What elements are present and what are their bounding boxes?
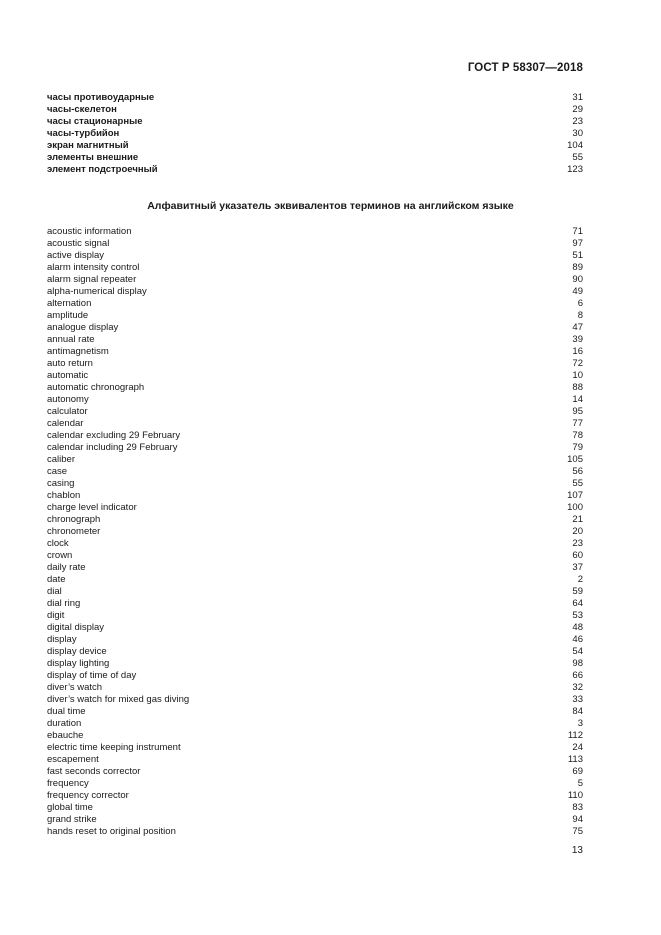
index-entry bbox=[47, 814, 583, 826]
index-term: dial bbox=[47, 586, 62, 597]
index-term: frequency bbox=[47, 778, 89, 789]
index-term-number: 16 bbox=[572, 346, 583, 357]
index-term: часы-скелетон bbox=[47, 104, 117, 115]
index-term-number: 24 bbox=[572, 742, 583, 753]
index-entry bbox=[47, 298, 583, 310]
index-term: элементы внешние bbox=[47, 152, 139, 163]
index-term: crown bbox=[47, 550, 73, 561]
index-term-number: 98 bbox=[572, 658, 583, 669]
index-term-number: 69 bbox=[572, 766, 583, 777]
index-term: active display bbox=[47, 250, 105, 261]
index-term-number: 32 bbox=[572, 682, 583, 693]
index-entry bbox=[47, 116, 583, 128]
index-entry bbox=[47, 466, 583, 478]
index-entry bbox=[47, 104, 583, 116]
index-term: diver’s watch for mixed gas diving bbox=[47, 694, 190, 705]
index-term: display device bbox=[47, 646, 107, 657]
index-term: frequency corrector bbox=[47, 790, 129, 801]
index-term: amplitude bbox=[47, 310, 89, 321]
index-term: digit bbox=[47, 610, 65, 621]
index-term-number: 110 bbox=[567, 790, 583, 801]
index-entry bbox=[47, 238, 583, 250]
index-term: clock bbox=[47, 538, 69, 549]
index-term: daily rate bbox=[47, 562, 86, 573]
index-term-number: 14 bbox=[572, 394, 583, 405]
index-term-number: 10 bbox=[572, 370, 583, 381]
index-entry bbox=[47, 574, 583, 586]
index-entry bbox=[47, 694, 583, 706]
page-number: 13 bbox=[571, 845, 583, 856]
index-term: alarm intensity control bbox=[47, 262, 140, 273]
index-term: alternation bbox=[47, 298, 92, 309]
index-term: calculator bbox=[47, 406, 88, 417]
index-entry bbox=[47, 670, 583, 682]
index-term-number: 49 bbox=[572, 286, 583, 297]
index-term: acoustic information bbox=[47, 226, 132, 237]
index-entry bbox=[47, 550, 583, 562]
index-term: duration bbox=[47, 718, 82, 729]
index-term: calendar bbox=[47, 418, 84, 429]
index-entry bbox=[47, 358, 583, 370]
index-term: часы-турбийон bbox=[47, 128, 120, 139]
document-code: ГОСТ Р 58307—2018 bbox=[467, 62, 583, 74]
index-entry bbox=[47, 502, 583, 514]
index-entry bbox=[47, 274, 583, 286]
index-term-number: 2 bbox=[577, 574, 583, 585]
index-entry bbox=[47, 322, 583, 334]
index-term-number: 20 bbox=[572, 526, 583, 537]
index-entry bbox=[47, 490, 583, 502]
index-entry bbox=[47, 646, 583, 658]
index-term-number: 97 bbox=[572, 238, 583, 249]
index-term: display lighting bbox=[47, 658, 110, 669]
index-term: charge level indicator bbox=[47, 502, 137, 513]
index-entry bbox=[47, 370, 583, 382]
index-term: case bbox=[47, 466, 68, 477]
index-entry bbox=[47, 634, 583, 646]
index-term-number: 83 bbox=[572, 802, 583, 813]
index-term-number: 60 bbox=[572, 550, 583, 561]
index-term: grand strike bbox=[47, 814, 97, 825]
index-entry bbox=[47, 610, 583, 622]
index-term: ebauche bbox=[47, 730, 84, 741]
index-term-number: 48 bbox=[572, 622, 583, 633]
index-term: date bbox=[47, 574, 66, 585]
index-term-number: 55 bbox=[572, 478, 583, 489]
index-term: autonomy bbox=[47, 394, 89, 405]
index-term: escapement bbox=[47, 754, 99, 765]
index-term: casing bbox=[47, 478, 75, 489]
index-entry bbox=[47, 140, 583, 152]
index-entry bbox=[47, 430, 583, 442]
index-entry bbox=[47, 658, 583, 670]
index-term-number: 23 bbox=[572, 116, 583, 127]
index-term-number: 39 bbox=[572, 334, 583, 345]
index-term-number: 6 bbox=[577, 298, 583, 309]
index-term: annual rate bbox=[47, 334, 95, 345]
index-entry bbox=[47, 382, 583, 394]
index-entry bbox=[47, 152, 583, 164]
index-entry bbox=[47, 754, 583, 766]
index-term-number: 29 bbox=[572, 104, 583, 115]
index-term-number: 88 bbox=[572, 382, 583, 393]
index-term: alarm signal repeater bbox=[47, 274, 137, 285]
index-term-number: 89 bbox=[572, 262, 583, 273]
index-entry bbox=[47, 164, 583, 176]
index-entry bbox=[47, 826, 583, 838]
index-term-number: 100 bbox=[567, 502, 583, 513]
index-term: часы стационарные bbox=[47, 116, 143, 127]
index-term-number: 105 bbox=[567, 454, 583, 465]
index-term: calendar including 29 February bbox=[47, 442, 178, 453]
index-term: hands reset to original position bbox=[47, 826, 176, 837]
index-term-number: 66 bbox=[572, 670, 583, 681]
index-term-number: 71 bbox=[572, 226, 583, 237]
index-entry bbox=[47, 346, 583, 358]
index-entry bbox=[47, 718, 583, 730]
index-term-number: 113 bbox=[567, 754, 583, 765]
index-term-number: 5 bbox=[577, 778, 583, 789]
index-entry bbox=[47, 454, 583, 466]
index-term: digital display bbox=[47, 622, 105, 633]
index-entry bbox=[47, 394, 583, 406]
index-term-number: 55 bbox=[572, 152, 583, 163]
index-entry bbox=[47, 790, 583, 802]
index-term-number: 37 bbox=[572, 562, 583, 573]
index-entry bbox=[47, 742, 583, 754]
index-term: chablon bbox=[47, 490, 81, 501]
index-entry bbox=[47, 406, 583, 418]
index-term-number: 64 bbox=[572, 598, 583, 609]
index-entry bbox=[47, 778, 583, 790]
index-entry bbox=[47, 250, 583, 262]
index-term: antimagnetism bbox=[47, 346, 109, 357]
index-entry bbox=[47, 514, 583, 526]
section-title: Алфавитный указатель эквивалентов терминов на английском языке bbox=[147, 200, 514, 212]
index-term-number: 112 bbox=[567, 730, 583, 741]
index-term-number: 79 bbox=[572, 442, 583, 453]
index-term: analogue display bbox=[47, 322, 119, 333]
index-term: alpha-numerical display bbox=[47, 286, 147, 297]
index-term-number: 30 bbox=[572, 128, 583, 139]
index-entry bbox=[47, 526, 583, 538]
index-entry bbox=[47, 478, 583, 490]
index-term-number: 54 bbox=[572, 646, 583, 657]
index-entry bbox=[47, 418, 583, 430]
index-term-number: 23 bbox=[572, 538, 583, 549]
index-term-number: 3 bbox=[577, 718, 583, 729]
index-term: fast seconds corrector bbox=[47, 766, 141, 777]
index-term-number: 53 bbox=[572, 610, 583, 621]
index-term: dial ring bbox=[47, 598, 81, 609]
index-term-number: 51 bbox=[572, 250, 583, 261]
index-entry bbox=[47, 286, 583, 298]
index-term: chronograph bbox=[47, 514, 101, 525]
index-term-number: 21 bbox=[572, 514, 583, 525]
index-term: diver’s watch bbox=[47, 682, 103, 693]
index-term-number: 56 bbox=[572, 466, 583, 477]
index-term-number: 33 bbox=[572, 694, 583, 705]
index-entry bbox=[47, 334, 583, 346]
index-term: global time bbox=[47, 802, 93, 813]
index-term-number: 75 bbox=[572, 826, 583, 837]
index-term: electric time keeping instrument bbox=[47, 742, 181, 753]
index-term-number: 72 bbox=[572, 358, 583, 369]
index-term: auto return bbox=[47, 358, 93, 369]
index-term: часы противоударные bbox=[47, 92, 155, 103]
index-term-number: 8 bbox=[577, 310, 583, 321]
index-term-number: 78 bbox=[572, 430, 583, 441]
index-entry bbox=[47, 310, 583, 322]
index-term-number: 90 bbox=[572, 274, 583, 285]
index-entry bbox=[47, 442, 583, 454]
index-entry bbox=[47, 226, 583, 238]
index-term: calendar excluding 29 February bbox=[47, 430, 181, 441]
russian-term-index bbox=[47, 92, 583, 176]
index-term: display bbox=[47, 634, 77, 645]
index-term: экран магнитный bbox=[47, 140, 129, 151]
index-entry bbox=[47, 706, 583, 718]
index-term: automatic bbox=[47, 370, 89, 381]
index-term: acoustic signal bbox=[47, 238, 110, 249]
index-term-number: 107 bbox=[567, 490, 583, 501]
index-entry bbox=[47, 128, 583, 140]
index-entry bbox=[47, 766, 583, 778]
index-entry bbox=[47, 586, 583, 598]
index-entry bbox=[47, 598, 583, 610]
index-term-number: 59 bbox=[572, 586, 583, 597]
index-term-number: 47 bbox=[572, 322, 583, 333]
index-term-number: 46 bbox=[572, 634, 583, 645]
index-term-number: 77 bbox=[572, 418, 583, 429]
index-entry bbox=[47, 262, 583, 274]
index-entry bbox=[47, 622, 583, 634]
index-term: dual time bbox=[47, 706, 86, 717]
index-entry bbox=[47, 92, 583, 104]
index-entry bbox=[47, 730, 583, 742]
index-term: automatic chronograph bbox=[47, 382, 145, 393]
index-term-number: 94 bbox=[572, 814, 583, 825]
english-term-index bbox=[47, 226, 583, 838]
index-term: caliber bbox=[47, 454, 75, 465]
index-entry bbox=[47, 802, 583, 814]
index-term-number: 123 bbox=[567, 164, 583, 175]
index-entry bbox=[47, 538, 583, 550]
index-term-number: 84 bbox=[572, 706, 583, 717]
index-term-number: 104 bbox=[567, 140, 583, 151]
index-term: элемент подстроечный bbox=[47, 164, 158, 175]
index-entry bbox=[47, 562, 583, 574]
index-term-number: 31 bbox=[572, 92, 583, 103]
index-entry bbox=[47, 682, 583, 694]
index-term: display of time of day bbox=[47, 670, 137, 681]
index-term: chronometer bbox=[47, 526, 101, 537]
index-term-number: 95 bbox=[572, 406, 583, 417]
